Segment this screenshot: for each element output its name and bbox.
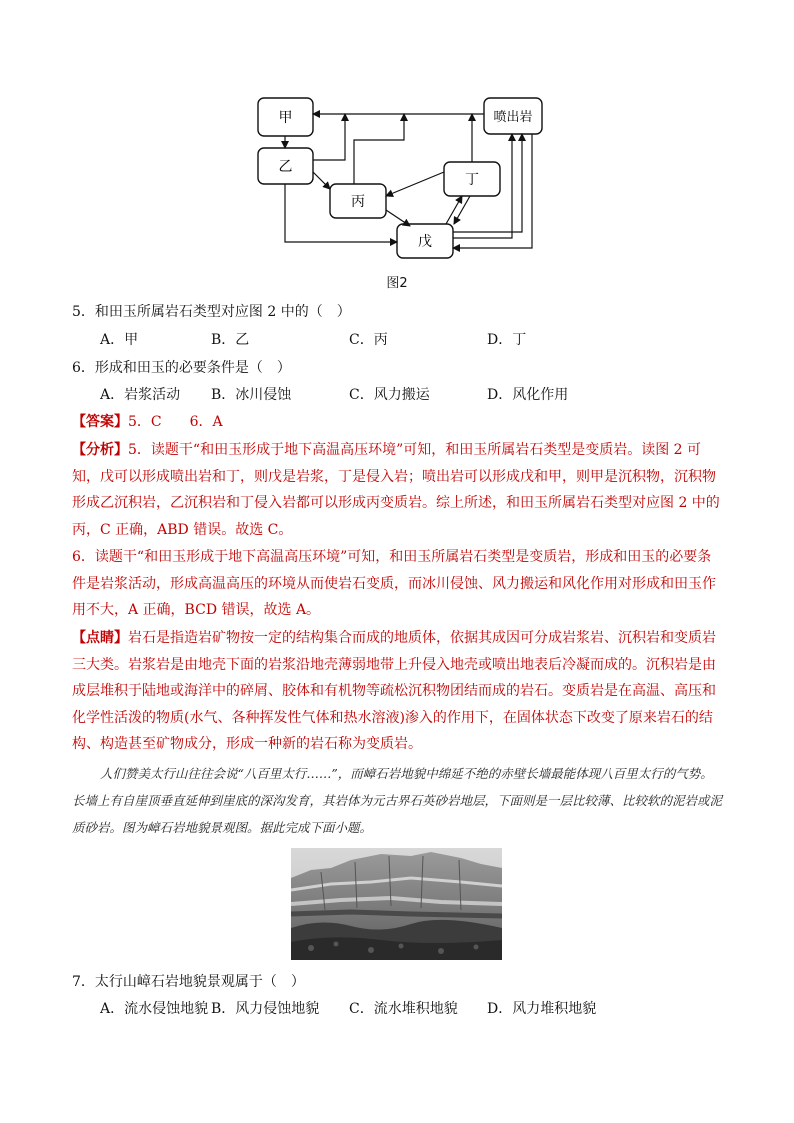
node-label-penchu: 喷出岩 [493,110,533,125]
question-7-stem: 7．太行山嶂石岩地貌景观属于（ ） [72,974,305,990]
arrow-wu-to-ding [446,196,462,224]
arrow-ding-to-wu [454,196,470,224]
arrow-bing-to-wu [386,210,410,226]
q7-option-c: C．流水堆积地貌 [349,1001,458,1017]
tip-paragraph [72,625,722,758]
q5-option-d: D．丁 [487,332,527,348]
node-label-jia: 甲 [278,110,293,126]
q5-option-a: A．甲 [100,332,139,348]
answer-line [72,412,223,432]
analysis-text-1: 5．读题干“和田玉形成于地下高温高压环境”可知，和田玉所属岩石类型是变质岩。读图 2 可知，戊可以形成喷出岩和丁，则戊是岩浆，丁是侵入岩；喷出岩可以形成戊和甲，则甲是沉积物，沉积物形成乙沉积岩，乙沉积岩和丁侵入岩都可以形成丙变质岩。综上所述，和田玉所属岩石类型对应图 2 中的丙，C 正确，ABD 错误。故选 C。 [72,442,720,538]
rock-cycle-diagram [250,92,550,264]
q6-option-b: B．冰川侵蚀 [211,387,292,403]
figure-caption: 图2 [386,276,408,291]
q5-option-b: B．乙 [211,332,250,348]
answer-text: 5．C 6．A [128,414,223,430]
q7-option-d: D．风力堆积地貌 [487,1001,597,1017]
q6-option-a: A．岩浆活动 [100,387,181,403]
analysis-paragraph-1 [72,437,722,543]
landscape-photo [291,848,502,960]
arrow-yi-to-bing [313,172,330,189]
q7-option-a: A．流水侵蚀地貌 [100,1001,209,1017]
node-label-wu: 戊 [418,234,432,250]
arrow-bing-up [354,114,404,184]
analysis-paragraph-2: 6．读题干“和田玉形成于地下高温高压环境”可知，和田玉所属岩石类型是变质岩，形成和田玉的必要条件是岩浆活动，形成高温高压的环境从而使岩石变质，而冰川侵蚀、风力搬运和风化作用对形成和田玉作用不大，A 正确，BCD 错误，故选 A。 [72,549,716,618]
intro-paragraph: 人们赞美太行山往往会说“八百里太行……”，而嶂石岩地貌中绵延不绝的赤壁长墙最能体现八百里太行的气势。长墙上有自崖顶垂直延伸到崖底的深沟发育，其岩体为元古界石英砂岩地层，下面则是一层比较薄、比较软的泥岩或泥质砂岩。图为嶂石岩地貌景观图。据此完成下面小题。 [72,766,723,835]
q5-option-c: C．丙 [349,332,388,348]
q7-option-b: B．风力侵蚀地貌 [211,1001,320,1017]
node-label-bing: 丙 [351,194,365,210]
analysis-label: 【分析】 [72,442,128,458]
question-5-stem: 5．和田玉所属岩石类型对应图 2 中的（ ） [72,304,351,320]
node-label-ding: 丁 [465,172,479,188]
question-6-stem: 6．形成和田玉的必要条件是（ ） [72,360,291,376]
tip-text: 岩石是指造岩矿物按一定的结构集合而成的地质体，依据其成因可分成岩浆岩、沉积岩和变质岩三大类。岩浆岩是由地壳下面的岩浆沿地壳薄弱地带上升侵入地壳或喷出地表后冷凝而成的。沉积岩是由成层堆积于陆地或海洋中的碎屑、胶体和有机物等疏松沉积物团结而成的岩石。变质岩是在高温、高压和化学性活泼的物质(水气、各种挥发性气体和热水溶液)渗入的作用下，在固体状态下改变了原来岩石的结构、构造甚至矿物成分，形成一种新的岩石称为变质岩。 [72,630,716,752]
q6-option-c: C．风力搬运 [349,387,430,403]
q6-option-d: D．风化作用 [487,387,569,403]
arrow-ding-to-bing [386,172,444,196]
node-label-yi: 乙 [278,159,293,175]
arrow-yi-up [313,114,345,160]
tip-label: 【点睛】 [72,630,128,646]
cliff-landscape-image [291,848,502,960]
answer-label: 【答案】 [72,414,128,430]
